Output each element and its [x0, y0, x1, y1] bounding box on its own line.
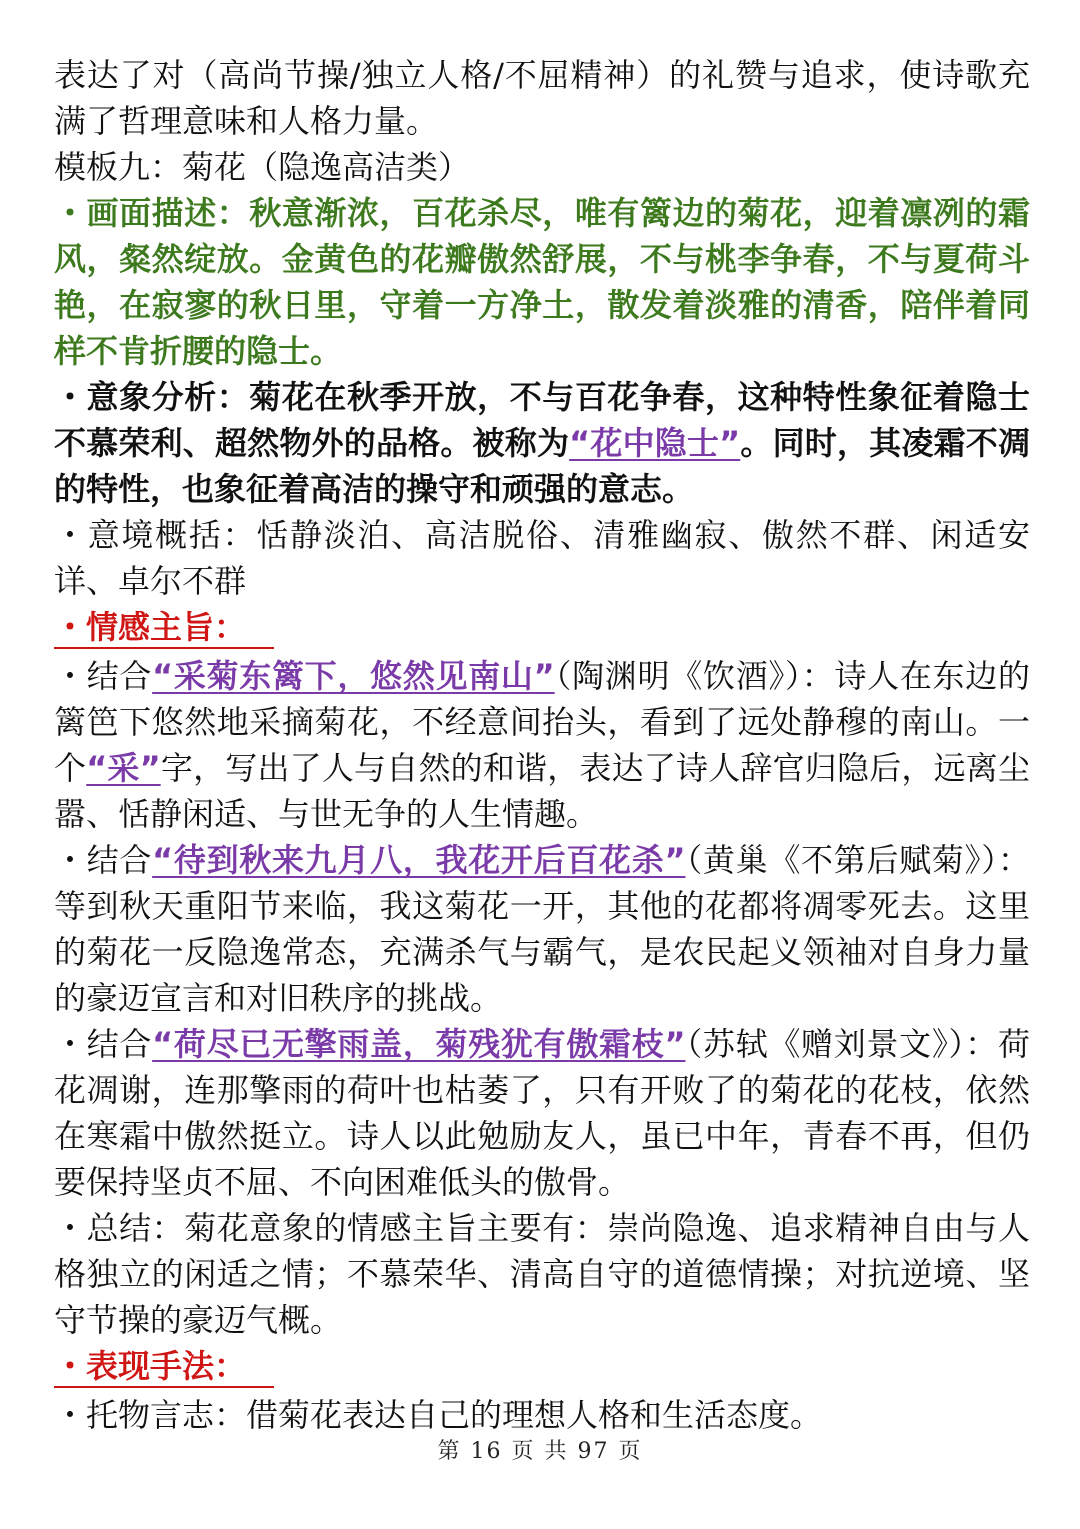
emotion-item-quote: “待到秋来九月八，我花开后百花杀”	[152, 841, 686, 879]
intro-paragraph: 表达了对（高尚节操/独立人格/不屈精神）的礼赞与追求，使诗歌充满了哲理意味和人格力量。	[54, 56, 1030, 140]
scene-description: ・画面描述：秋意渐浓，百花杀尽，唯有篱边的菊花，迎着凛冽的霜风，粲然绽放。金黄色的花瓣傲然舒展，不与桃李争春，不与夏荷斗艳，在寂寥的秋日里，守着一方净土，散发着淡雅的清香，陪伴着同样不肯折腰的隐士。	[54, 194, 1030, 370]
emotion-item-text: （苏轼《赠刘景文》）：荷花凋谢，连那擎雨的荷叶也枯萎了，只有开败了的菊花的花枝，依然在寒霜中傲然挺立。诗人以此勉励友人，虽已中年，青春不再，但仍要保持坚贞不屈、不向困难低头的傲骨。	[54, 1025, 1030, 1201]
emotion-item	[54, 1021, 1030, 1205]
image-analysis-text: ・意象分析：菊花在秋季开放，不与百花争春，这种特性象征着隐士不慕荣利、超然物外的品格。被称为	[54, 378, 1030, 462]
emotion-item-prefix: ・结合	[54, 841, 153, 879]
image-analysis	[54, 374, 1030, 512]
image-analysis-text-after: 。同时，其凌霜不凋的特性，也象征着高洁的操守和顽强的意志。	[54, 424, 1030, 508]
template-title: 模板九：菊花（隐逸高洁类）	[54, 148, 471, 186]
page-number-footer: 第 16 页 共 97 页	[437, 1439, 643, 1464]
emotion-item-quote-char: “采”	[86, 749, 161, 787]
document-page	[54, 52, 1030, 1438]
emotion-item-text: （陶渊明《饮酒》）：诗人在东边的篱笆下悠然地采摘菊花，不经意间抬头，看到了远处静穆的南山。一个	[54, 657, 1030, 787]
emotion-item-quote: “采菊东篱下，悠然见南山”	[152, 657, 555, 695]
emotion-heading: ・情感主旨：	[54, 607, 274, 649]
summary-paragraph: ・总结：菊花意象的情感主旨主要有：崇尚隐逸、追求精神自由与人格独立的闲适之情；不慕荣华、清高自守的道德情操；对抗逆境、坚守节操的豪迈气概。	[54, 1209, 1030, 1339]
emotion-item-text: （黄巢《不第后赋菊》）：等到秋天重阳节来临，我这菊花一开，其他的花都将凋零死去。这里的菊花一反隐逸常态，充满杀气与霸气，是农民起义领袖对自身力量的豪迈宣言和对旧秩序的挑战。	[54, 841, 1030, 1017]
emotion-item	[54, 837, 1030, 1021]
emotion-item-prefix: ・结合	[54, 657, 153, 695]
technique-heading: ・表现手法：	[54, 1346, 274, 1388]
emotion-item-quote: “荷尽已无擎雨盖，菊残犹有傲霜枝”	[152, 1025, 686, 1063]
mood-summary: ・意境概括：恬静淡泊、高洁脱俗、清雅幽寂、傲然不群、闲适安详、卓尔不群	[54, 516, 1030, 600]
technique-item: ・托物言志：借菊花表达自己的理想人格和生活态度。	[54, 1396, 823, 1434]
emotion-item	[54, 653, 1030, 837]
emotion-item-text-after: 字，写出了人与自然的和谐，表达了诗人辞官归隐后，远离尘嚣、恬静闲适、与世无争的人生情趣。	[54, 749, 1030, 833]
image-analysis-highlight: “花中隐士”	[569, 424, 741, 462]
emotion-item-prefix: ・结合	[54, 1025, 153, 1063]
